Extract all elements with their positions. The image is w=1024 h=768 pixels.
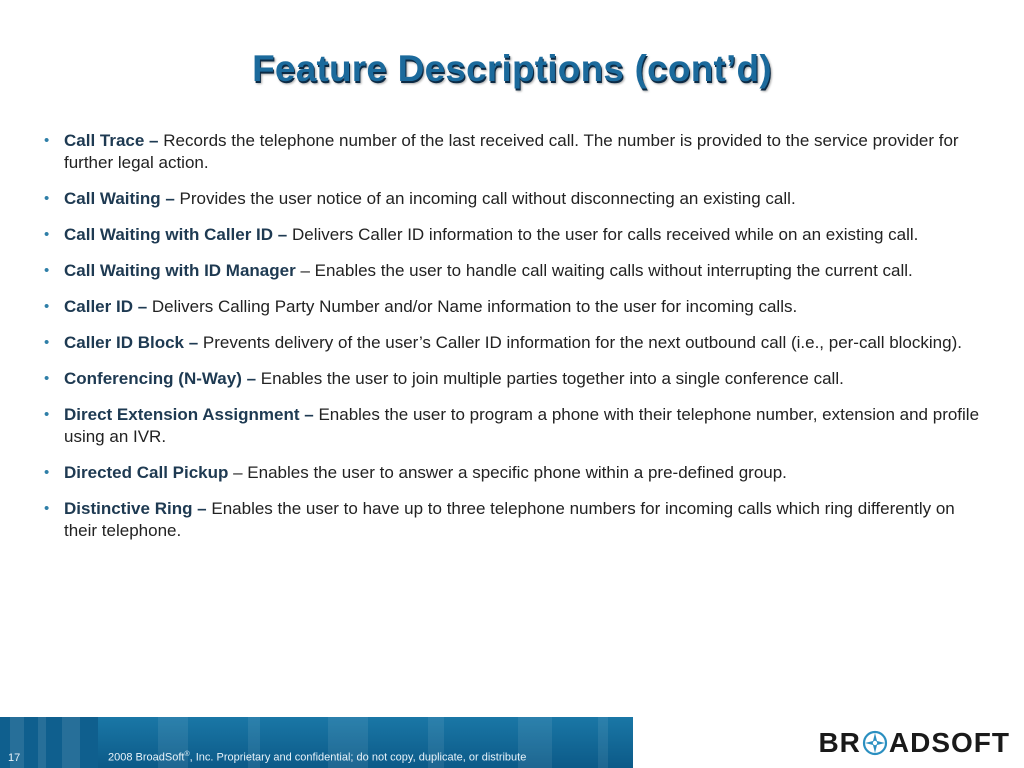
star-burst-icon <box>862 730 888 756</box>
feature-list-item <box>44 368 984 390</box>
logo-text-left: BR <box>818 727 861 758</box>
feature-description: Delivers Calling Party Number and/or Name information to the user for incoming calls. <box>147 297 798 316</box>
bullet-marker: • <box>44 226 50 243</box>
bullet-marker: • <box>44 262 50 279</box>
bullet-marker: • <box>44 334 50 351</box>
bullet-marker: • <box>44 406 50 423</box>
feature-term: Caller ID Block – <box>64 333 199 352</box>
feature-description: – Enables the user to answer a specific phone within a pre-defined group. <box>228 463 787 482</box>
copyright-notice: 2008 BroadSoft®, Inc. Proprietary and confidential; do not copy, duplicate, or distribute <box>108 751 527 764</box>
feature-list-item <box>44 188 984 210</box>
bullet-marker: • <box>44 190 50 207</box>
feature-description: Records the telephone number of the last received call. The number is provided to the service provider for further legal action. <box>64 131 959 172</box>
footer <box>0 717 1024 768</box>
feature-term: Conferencing (N-Way) – <box>64 369 257 388</box>
feature-description: Enables the user to program a phone with their telephone number, extension and profile using an IVR. <box>64 405 980 446</box>
slide-title: Feature Descriptions (cont’d) <box>252 48 772 89</box>
feature-description: Enables the user to have up to three telephone numbers for incoming calls which ring differently on their telephone. <box>64 499 955 540</box>
feature-term: Call Waiting with Caller ID – <box>64 225 288 244</box>
feature-description: Enables the user to join multiple parties together into a single conference call. <box>256 369 844 388</box>
feature-description: Delivers Caller ID information to the user for calls received while on an existing call. <box>287 225 919 244</box>
logo-text-right: ADSOFT <box>888 727 1010 758</box>
feature-list-item <box>44 332 984 354</box>
feature-list-item <box>44 462 984 484</box>
feature-term: Call Waiting – <box>64 189 175 208</box>
feature-list <box>44 130 984 556</box>
bullet-marker: • <box>44 464 50 481</box>
bullet-marker: • <box>44 500 50 517</box>
feature-list-item <box>44 498 984 542</box>
feature-description: – Enables the user to handle call waiting calls without interrupting the current call. <box>295 261 913 280</box>
feature-term: Distinctive Ring – <box>64 499 207 518</box>
footer-page-panel <box>0 717 98 768</box>
feature-list-item <box>44 130 984 174</box>
bullet-marker: • <box>44 298 50 315</box>
feature-list-item <box>44 260 984 282</box>
feature-term: Caller ID – <box>64 297 148 316</box>
feature-list-item <box>44 296 984 318</box>
feature-term: Directed Call Pickup <box>64 463 229 482</box>
feature-term: Call Waiting with ID Manager <box>64 261 296 280</box>
broadsoft-logo <box>818 727 1010 759</box>
feature-list-item <box>44 404 984 448</box>
feature-term: Direct Extension Assignment – <box>64 405 314 424</box>
bullet-marker: • <box>44 370 50 387</box>
feature-list-item <box>44 224 984 246</box>
feature-description: Provides the user notice of an incoming call without disconnecting an existing call. <box>174 189 796 208</box>
bullet-marker: • <box>44 132 50 149</box>
page-number: 17 <box>8 752 21 764</box>
feature-term: Call Trace – <box>64 131 159 150</box>
feature-description: Prevents delivery of the user’s Caller ID information for the next outbound call (i.e., per-call blocking). <box>198 333 962 352</box>
